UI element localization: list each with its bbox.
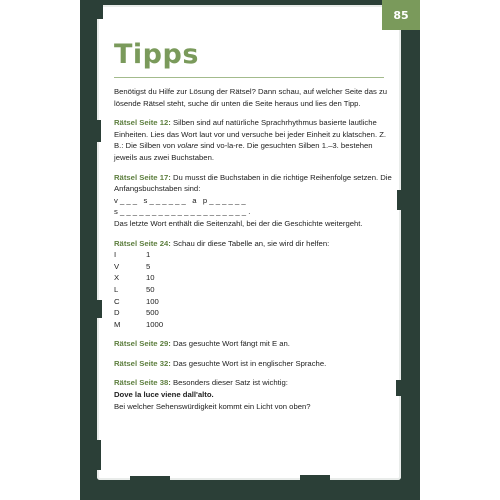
table-row [114, 307, 394, 319]
edge-chip [396, 380, 401, 396]
value-cell: 1 [146, 250, 151, 260]
table-row [114, 272, 394, 284]
roman-cell: D [114, 308, 120, 318]
edge-chip [130, 476, 170, 480]
roman-cell: M [114, 319, 121, 329]
tip-heading: Rätsel Seite 17: [114, 172, 171, 182]
table-row [114, 249, 394, 261]
page-title: Tipps [114, 39, 199, 70]
value-cell: 10 [146, 273, 155, 283]
title-divider [114, 77, 384, 78]
roman-cell: C [114, 296, 120, 306]
roman-cell: L [114, 284, 119, 294]
tip-heading: Rätsel Seite 29: [114, 339, 171, 349]
table-row [114, 319, 394, 331]
edge-chip [397, 190, 401, 210]
edge-chip [300, 475, 330, 480]
tip-paragraph [114, 238, 394, 250]
page-number-badge: 85 [382, 0, 420, 30]
value-cell: 500 [146, 308, 159, 318]
roman-cell: I [114, 250, 117, 260]
roman-cell: V [114, 261, 120, 271]
tip-paragraph [114, 338, 394, 350]
tip-text: Besonders dieser Satz ist wichtig: [172, 378, 288, 388]
value-cell: 50 [146, 284, 155, 294]
letter-blanks-line: v _ _ _ s _ _ _ _ _ _ a p _ _ _ _ _ _ [114, 195, 246, 205]
edge-chip [97, 5, 103, 19]
tip-paragraph [114, 377, 394, 412]
table-row [114, 284, 394, 296]
tip-paragraph [114, 358, 394, 370]
intro-paragraph: Benötigst du Hilfe zur Lösung der Rätsel? Dann schau, auf welcher Seite das zu lösende Rätsel steht, suche dir unten die Seite heraus und lies den Tipp. [114, 87, 388, 108]
value-cell: 100 [146, 296, 159, 306]
tip-heading: Rätsel Seite 12: [114, 118, 171, 128]
roman-numeral-table [114, 249, 394, 330]
table-row [114, 261, 394, 273]
roman-cell: X [114, 273, 120, 283]
tip-heading: Rätsel Seite 32: [114, 358, 171, 368]
table-row [114, 296, 394, 308]
tip-paragraph [114, 172, 394, 230]
tip-text: Das gesuchte Wort ist in englischer Sprache. [172, 358, 327, 368]
tip-text: sind vo-la-re. Die gesuchten Silben 1.–3. bestehen jeweils aus zwei Buchstaben. [114, 141, 373, 162]
tip-heading: Rätsel Seite 38: [114, 378, 171, 388]
tip-italic-word: volare [177, 141, 199, 151]
tip-text: Schau dir diese Tabelle an, sie wird dir helfen: [172, 238, 330, 248]
edge-chip [97, 120, 101, 142]
italian-sentence: Dove la luce viene dall'alto. [114, 390, 214, 400]
tip-heading: Rätsel Seite 24: [114, 238, 171, 248]
tip-text: Silben sind auf natürliche Sprachrhythmus basierte lautliche Einheiten. Lies das Wort laut vor und versuche bei jeder Einheit zu klatschen. Z. B.: Die Silben von [114, 118, 387, 151]
tip-paragraph [114, 117, 394, 163]
edge-chip [97, 440, 101, 470]
tip-text: Das letzte Wort enthält die Seitenzahl, bei der die Geschichte weitergeht. [114, 218, 363, 228]
value-cell: 5 [146, 261, 151, 271]
edge-chip [97, 300, 102, 318]
tips-content [114, 86, 394, 420]
value-cell: 1000 [146, 319, 164, 329]
tip-text: Das gesuchte Wort fängt mit E an. [172, 339, 290, 349]
tip-text: Bei welcher Sehenswürdigkeit kommt ein Licht von oben? [114, 401, 311, 411]
letter-blanks-line: s _ _ _ _ _ _ _ _ _ _ _ _ _ _ _ _ _ _ _ _ . [114, 207, 251, 217]
tip-text: Du musst die Buchstaben in die richtige Reihenfolge setzen. Die Anfangsbuchstaben sind: [114, 172, 392, 194]
